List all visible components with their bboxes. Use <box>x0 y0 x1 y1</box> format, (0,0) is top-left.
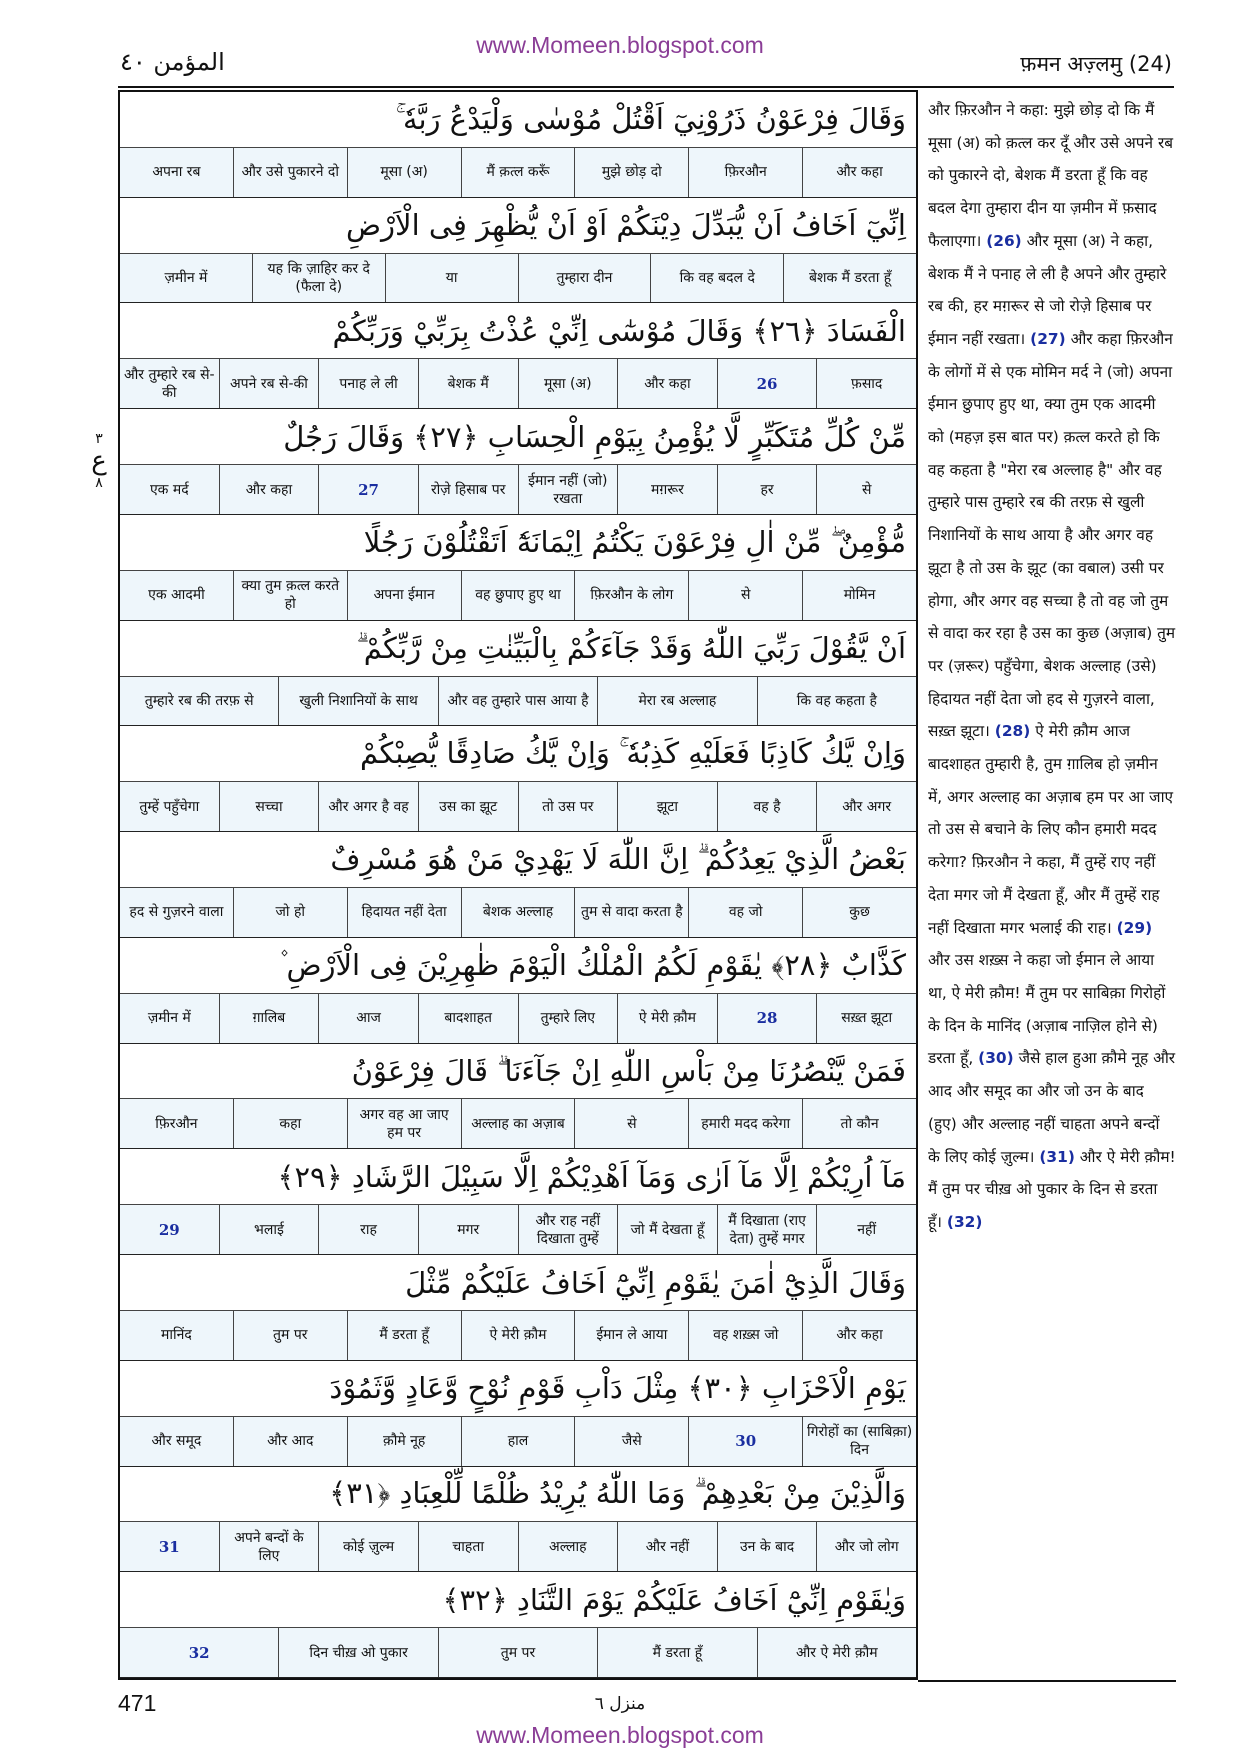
word-meaning-row <box>120 782 916 832</box>
verse-number: (30) <box>978 1049 1014 1068</box>
ruku-top: ٣ <box>95 431 103 447</box>
word-meaning-cell: और अगर <box>816 782 916 831</box>
word-meaning-cell: हद से गुज़रने वाला <box>129 904 224 921</box>
word-meaning-cell: क्या तुम क़त्ल करते हो <box>233 571 347 620</box>
word-meaning-cell: अपना ईमान <box>347 571 461 620</box>
word-meaning-cell: बेशक अल्लाह <box>461 888 575 937</box>
word-meaning-cell: मेरा रब अल्लाह <box>597 677 756 726</box>
word-meaning-cell: मुझे छोड़ दो <box>574 148 688 197</box>
word-meaning-cell: बेशक मैं डरता हूँ <box>783 254 916 303</box>
word-meaning-cell: कोई ज़ुल्म <box>318 1522 418 1571</box>
word-meaning-cell: दिन चीख़ ओ पुकार <box>278 1628 437 1677</box>
word-meaning-cell: जो हो <box>233 888 347 937</box>
word-meaning-cell: से <box>816 465 916 514</box>
word-meaning-cell: वह शख़्स जो <box>688 1311 802 1360</box>
word-meaning-row <box>120 571 916 621</box>
word-meaning-cell: मैं दिखाता (राए देता) तुम्हें मगर <box>717 1205 817 1254</box>
word-meaning-cell: मोमिन <box>802 571 916 620</box>
translation-text: ऐ मेरी क़ौम आज बादशाहत तुम्हारी है, तुम ग़ालिब हो ज़मीन में, अगर अल्लाह का अज़ाब हम पर आ जाए तो उस से बचाने के लिए कौन हमारी मदद करेगा? फ़िरऔन ने कहा, मैं तुम्हें राए नहीं देता मगर जो मैं देखता हूँ, और मैं तुम्हें राह नहीं दिखाता मगर भलाई की राह। <box>928 722 1174 937</box>
arabic-line: وَقَالَ فِرْعَوْنُ ذَرُوْنِيٓ اَقْتُلْ مُوْسٰى وَلْيَدْعُ رَبَّهٗ ۚ <box>120 92 916 148</box>
word-meaning-cell: फ़िरऔन <box>688 148 802 197</box>
word-meaning-cell: और जो लोग <box>816 1522 916 1571</box>
word-meaning-row <box>120 465 916 515</box>
verse-number-cell: 27 <box>318 465 418 514</box>
arabic-line: الْفَسَادَ ﴿٢٦﴾ وَقَالَ مُوْسٰٓى اِنِّيْ عُذْتُ بِرَبِّيْ وَرَبِّكُمْ <box>120 303 916 359</box>
word-meaning-cell: और कहा <box>802 1311 916 1360</box>
word-by-word-grid <box>118 90 918 1680</box>
word-meaning-cell: मानिंद <box>161 1327 192 1344</box>
word-meaning-row <box>120 1417 916 1467</box>
word-meaning-cell: वह छुपाए हुए था <box>461 571 575 620</box>
verse-number-cell: 32 <box>188 1643 210 1662</box>
word-meaning-cell: और अगर है वह <box>318 782 418 831</box>
word-meaning-cell: अपने बन्दों के लिए <box>219 1522 319 1571</box>
word-meaning-cell: फ़िरऔन <box>155 1115 198 1132</box>
arabic-line: بَعْضُ الَّذِيْ يَعِدُكُمْ ۗ اِنَّ اللّٰهَ لَا يَهْدِيْ مَنْ هُوَ مُسْرِفٌ <box>120 832 916 888</box>
verse-number: (26) <box>986 231 1022 250</box>
arabic-line: اِنِّيٓ اَخَافُ اَنْ يُّبَدِّلَ دِيْنَكُمْ اَوْ اَنْ يُّظْهِرَ فِى الْاَرْضِ <box>120 198 916 254</box>
word-meaning-cell: मैं डरता हूँ <box>597 1628 756 1677</box>
verse-number: (31) <box>1039 1147 1075 1166</box>
word-meaning-cell: मूसा (अ) <box>347 148 461 197</box>
word-meaning-cell: ऐ मेरी क़ौम <box>617 994 717 1043</box>
word-meaning-cell: और कहा <box>802 148 916 197</box>
word-meaning-cell: और ऐ मेरी क़ौम <box>757 1628 916 1677</box>
arabic-line: يَوْمِ الْاَحْزَابِ ﴿٣٠﴾ مِثْلَ دَاْبِ قَوْمِ نُوْحٍ وَّعَادٍ وَّثَمُوْدَ <box>120 1361 916 1417</box>
header-rule <box>118 86 1174 88</box>
word-meaning-cell: ऐ मेरी क़ौम <box>461 1311 575 1360</box>
word-meaning-cell: अल्लाह <box>518 1522 618 1571</box>
word-meaning-cell: मग़रूर <box>617 465 717 514</box>
translation-rule <box>918 1680 1176 1682</box>
arabic-line: كَذَّابٌ ﴿٢٨﴾ يٰقَوْمِ لَكُمُ الْمُلْكُ الْيَوْمَ ظٰهِرِيْنَ فِى الْاَرْضِ ۫ <box>120 938 916 994</box>
word-meaning-cell: सच्चा <box>219 782 319 831</box>
word-meaning-cell: जैसे <box>574 1417 688 1466</box>
word-meaning-cell: क़ौमे नूह <box>347 1417 461 1466</box>
translation-text: और मूसा (अ) ने कहा, बेशक मैं ने पनाह ले ली है अपने और तुम्हारे रब की, हर मग़रूर से जो रोज़े हिसाब पर ईमान नहीं रखता। <box>928 231 1167 348</box>
word-meaning-cell: और समूद <box>151 1433 202 1450</box>
para-title: फ़मन अज़्लमु (24) <box>1020 52 1172 76</box>
word-meaning-cell: बेशक मैं <box>418 359 518 408</box>
word-meaning-cell: से <box>574 1099 688 1148</box>
translation-text: और ऐ मेरी क़ौम! मैं तुम पर चीख़ ओ पुकार के दिन से डरता हूँ। <box>928 1147 1176 1231</box>
word-meaning-cell: मूसा (अ) <box>518 359 618 408</box>
word-meaning-cell: कुछ <box>802 888 916 937</box>
ruku-marker <box>86 430 112 492</box>
word-meaning-cell: चाहता <box>418 1522 518 1571</box>
arabic-line: فَمَنْ يَّنْصُرُنَا مِنْ بَاْسِ اللّٰهِ اِنْ جَآءَنَا ۗ قَالَ فِرْعَوْنُ <box>120 1044 916 1100</box>
verse-number: (29) <box>1116 918 1153 937</box>
word-meaning-cell: एक आदमी <box>148 587 205 604</box>
site-url-bottom[interactable]: www.Momeen.blogspot.com <box>476 1722 764 1748</box>
word-meaning-cell: उन के बाद <box>717 1522 817 1571</box>
word-meaning-cell: तो कौन <box>802 1099 916 1148</box>
verse-number: (27) <box>1030 329 1066 348</box>
word-meaning-row <box>120 1311 916 1361</box>
word-meaning-cell: मैं डरता हूँ <box>347 1311 461 1360</box>
word-meaning-cell: अल्लाह का अज़ाब <box>461 1099 575 1148</box>
word-meaning-cell: और राह नहीं दिखाता तुम्हें <box>518 1205 618 1254</box>
arabic-line: مَآ اُرِيْكُمْ اِلَّا مَآ اَرٰى وَمَآ اَهْدِيْكُمْ اِلَّا سَبِيْلَ الرَّشَادِ ﴿٢٩﴾ <box>120 1149 916 1205</box>
word-meaning-cell: ग़ालिब <box>219 994 319 1043</box>
word-meaning-row <box>120 359 916 409</box>
word-meaning-cell: तुम पर <box>233 1311 347 1360</box>
site-url-top[interactable]: www.Momeen.blogspot.com <box>476 32 764 58</box>
translation-text: जैसे हाल हुआ क़ौमे नूह और आद और समूद का और जो उन के बाद (हुए) और अल्लाह नहीं चाहता अपने बन्दों के लिए कोई ज़ुल्म। <box>928 1049 1176 1166</box>
word-meaning-cell: तुम्हारा दीन <box>518 254 651 303</box>
word-meaning-cell: और कहा <box>617 359 717 408</box>
word-meaning-cell: और तुम्हारे रब से-की <box>123 366 215 401</box>
word-meaning-cell: उस का झूट <box>418 782 518 831</box>
arabic-line: وَيٰقَوْمِ اِنِّيْٓ اَخَافُ عَلَيْكُمْ يَوْمَ التَّنَادِ ﴿٣٢﴾ <box>120 1572 916 1628</box>
word-meaning-cell: और उसे पुकारने दो <box>233 148 347 197</box>
word-meaning-row <box>120 677 916 727</box>
word-meaning-cell: पनाह ले ली <box>318 359 418 408</box>
word-meaning-cell: कहा <box>233 1099 347 1148</box>
verse-number-cell: 29 <box>158 1220 180 1239</box>
word-meaning-cell: या <box>385 254 518 303</box>
word-meaning-cell: और कहा <box>219 465 319 514</box>
word-meaning-cell: से <box>688 571 802 620</box>
translation-column <box>928 94 1176 1678</box>
word-meaning-row <box>120 254 916 304</box>
arabic-line: وَاِنْ يَّكُ كَاذِبًا فَعَلَيْهِ كَذِبُهٗ ۚ وَاِنْ يَّكُ صَادِقًا يُّصِبْكُمْ <box>120 726 916 782</box>
verse-number: (28) <box>994 722 1031 741</box>
word-meaning-cell: भलाई <box>219 1205 319 1254</box>
word-meaning-cell: (साबिक़ा) गिरोहों का दिन <box>802 1417 916 1466</box>
verse-number: (32) <box>946 1212 983 1231</box>
word-meaning-cell: तुम्हें पहुँचेगा <box>139 798 200 815</box>
word-meaning-cell: अपने रब से-की <box>219 359 319 408</box>
word-meaning-cell: यह कि ज़ाहिर कर दे (फैला दे) <box>252 254 385 303</box>
word-meaning-cell: मैं क़त्ल करूँ <box>461 148 575 197</box>
word-meaning-cell: मगर <box>418 1205 518 1254</box>
word-meaning-cell: कि वह कहता है <box>757 677 916 726</box>
word-meaning-cell: सख़्त झूटा <box>816 994 916 1043</box>
word-meaning-cell: झूटा <box>617 782 717 831</box>
page-number: 471 <box>118 1690 157 1716</box>
word-meaning-cell: तुम्हारे लिए <box>518 994 618 1043</box>
word-meaning-cell: ज़मीन में <box>147 1010 191 1027</box>
word-meaning-cell: वह है <box>717 782 817 831</box>
word-meaning-cell: राह <box>318 1205 418 1254</box>
word-meaning-cell: एक मर्द <box>149 481 189 498</box>
word-meaning-cell: बादशाहत <box>418 994 518 1043</box>
word-meaning-cell: कि वह बदल दे <box>650 254 783 303</box>
arabic-line: وَالَّذِيْنَ مِنْ بَعْدِهِمْ ۗ وَمَا اللّٰهُ يُرِيْدُ ظُلْمًا لِّلْعِبَادِ ﴿٣١﴾ <box>120 1467 916 1523</box>
word-meaning-cell: तो उस पर <box>518 782 618 831</box>
word-meaning-cell: हमारी मदद करेगा <box>688 1099 802 1148</box>
word-meaning-row <box>120 1522 916 1572</box>
word-meaning-cell: (जो) ईमान नहीं रखता <box>518 465 618 514</box>
word-meaning-cell: हर <box>717 465 817 514</box>
word-meaning-cell: फ़साद <box>816 359 916 408</box>
arabic-line: مُّؤْمِنٌ ۖ مِّنْ اٰلِ فِرْعَوْنَ يَكْتُمُ اِيْمَانَهٗٓ اَتَقْتُلُوْنَ رَجُلًا <box>120 515 916 571</box>
arabic-line: مِّنْ كُلِّ مُتَكَبِّرٍ لَّا يُؤْمِنُ بِيَوْمِ الْحِسَابِ ﴿٢٧﴾ وَقَالَ رَجُلٌ <box>120 409 916 465</box>
word-meaning-cell: तुम से वादा करता है <box>574 888 688 937</box>
word-meaning-cell: अगर वह आ जाए हम पर <box>347 1099 461 1148</box>
word-meaning-row <box>120 1628 916 1678</box>
word-meaning-row <box>120 888 916 938</box>
word-meaning-cell: हिदायत नहीं देता <box>347 888 461 937</box>
verse-number-cell: 26 <box>717 359 817 408</box>
word-meaning-cell: जो मैं देखता हूँ <box>617 1205 717 1254</box>
word-meaning-cell: नहीं <box>816 1205 916 1254</box>
arabic-line: اَنْ يَّقُوْلَ رَبِّيَ اللّٰهُ وَقَدْ جَآءَكُمْ بِالْبَيِّنٰتِ مِنْ رَّبِّكُمْ ۗ <box>120 621 916 677</box>
word-meaning-cell: और नहीं <box>617 1522 717 1571</box>
word-meaning-cell: हाल <box>461 1417 575 1466</box>
translation-text: और फ़िरऔन ने कहा: मुझे छोड़ दो कि मैं मूसा (अ) को क़त्ल कर दूँ और उसे अपने रब को पुकारने दो, बेशक मैं डरता हूँ कि वह बदल देगा तुम्हारा दीन या ज़मीन में फ़साद फैलाएगा। <box>928 101 1174 250</box>
word-meaning-cell: रोज़े हिसाब पर <box>418 465 518 514</box>
word-meaning-row <box>120 1205 916 1255</box>
word-meaning-cell: आज <box>318 994 418 1043</box>
verse-number-cell: 28 <box>717 994 817 1043</box>
manzil-label: منزل ٦ <box>594 1694 646 1714</box>
word-meaning-cell: तुम्हारे रब की तरफ़ से <box>144 692 254 709</box>
ruku-sign: ع <box>91 446 107 476</box>
word-meaning-cell: तुम पर <box>438 1628 597 1677</box>
surah-title: المؤمن ٤٠ <box>120 48 225 76</box>
verse-number-cell: 31 <box>158 1537 180 1556</box>
arabic-line: وَقَالَ الَّذِيْٓ اٰمَنَ يٰقَوْمِ اِنِّيْٓ اَخَافُ عَلَيْكُمْ مِّثْلَ <box>120 1255 916 1311</box>
word-meaning-cell: अपना रब <box>152 164 201 181</box>
translation-text: और कहा फ़िरऔन के लोगों में से एक मोमिन मर्द ने (जो) अपना ईमान छुपाए हुए था, क्या तुम एक आदमी को (महज़ इस बात पर) क़त्ल करते हो कि वह कहता है "मेरा रब अल्लाह है" और वह तुम्हारे पास तुम्हारे रब की तरफ़ से खुली निशानियों के साथ आया है और अगर वह झूटा है तो उस के झूट (का वबाल) उसी पर होगा, और अगर वह सच्चा है तो वह जो तुम से वादा कर रहा है उस का कुछ (अज़ाब) तुम पर (ज़रूर) पहुँचेगा, बेशक अल्लाह (उसे) हिदायत नहीं देता जो हद से गुज़रने वाला, सख़्त झूटा। <box>928 329 1176 741</box>
word-meaning-cell: वह जो <box>688 888 802 937</box>
word-meaning-row <box>120 148 916 198</box>
word-meaning-cell: फ़िरऔन के लोग <box>574 571 688 620</box>
verse-number-cell: 30 <box>688 1417 802 1466</box>
word-meaning-cell: और आद <box>233 1417 347 1466</box>
word-meaning-cell: खुली निशानियों के साथ <box>278 677 437 726</box>
word-meaning-cell: ज़मीन में <box>164 270 208 287</box>
translation-text: और उस शख़्स ने कहा जो ईमान ले आया था, ऐ मेरी क़ौम! मैं तुम पर साबिक़ा गिरोहों के दिन के मानिंद (अज़ाब नाज़िल होने से) डरता हूँ, <box>928 951 1166 1068</box>
word-meaning-row <box>120 1099 916 1149</box>
ruku-bottom: ٨ <box>95 475 103 491</box>
word-meaning-cell: ईमान ले आया <box>574 1311 688 1360</box>
word-meaning-cell: और वह तुम्हारे पास आया है <box>438 677 597 726</box>
word-meaning-row <box>120 994 916 1044</box>
